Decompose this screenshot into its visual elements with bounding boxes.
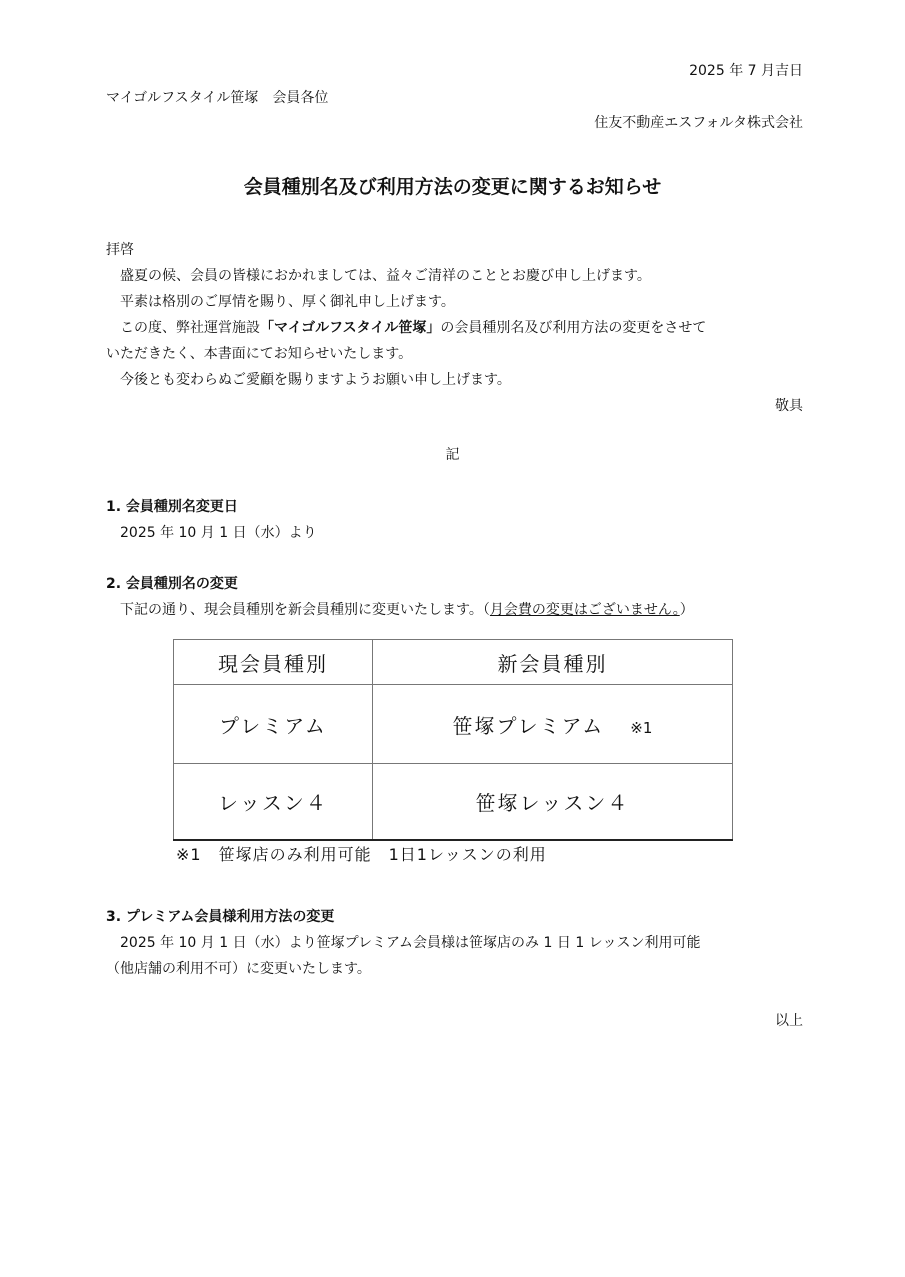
document-date: 2025 年 7 月吉日: [689, 63, 803, 79]
section-1-heading: 1. 会員種別名変更日: [106, 499, 238, 515]
section-2-text: 下記の通り、現会員種別を新会員種別に変更いたします。: [106, 602, 483, 618]
paragraph-3-cont: いただきたく、本書面にてお知らせいたします。: [106, 346, 413, 362]
header-new-type: 新会員種別: [372, 640, 732, 685]
table-footnote: ※1 笹塚店のみ利用可能 1日1レッスンの利用: [176, 845, 547, 864]
header-current-type: 現会員種別: [174, 640, 373, 685]
paragraph-3-end: の会員種別名及び利用方法の変更をさせて: [440, 320, 707, 336]
closing-ijo: 以上: [775, 1013, 803, 1029]
new-type-name: 笹塚プレミアム: [452, 713, 605, 738]
ki-marker: 記: [445, 447, 460, 463]
note-mark: ※1: [630, 718, 653, 737]
table-row: [174, 764, 733, 841]
table-header-row: [174, 640, 733, 685]
sender-company: 住友不動産エスフォルタ株式会社: [594, 115, 803, 131]
current-type-cell: プレミアム: [174, 685, 373, 764]
table-row: [174, 685, 733, 764]
recipient: マイゴルフスタイル笹塚 会員各位: [106, 90, 329, 106]
section-2-heading: 2. 会員種別名の変更: [106, 576, 238, 592]
facility-name: 「マイゴルフスタイル笹塚」: [260, 320, 441, 336]
paragraph-1: 盛夏の候、会員の皆様におかれましては、益々ご清祥のこととお慶び申し上げます。: [106, 268, 651, 284]
membership-table: [173, 639, 733, 841]
paragraph-4: 今後とも変わらぬご愛顧を賜りますようお願い申し上げます。: [106, 372, 511, 388]
new-type-cell: 笹塚レッスン４: [372, 764, 732, 841]
section-3-body-line-2: （他店舗の利用不可）に変更いたします。: [106, 961, 371, 977]
fee-note-underlined: 月会費の変更はございません。: [489, 602, 680, 618]
section-2-body: [106, 600, 694, 620]
greeting-opening: 拝啓: [106, 242, 134, 258]
new-type-cell: [372, 685, 732, 764]
paren-open: （: [482, 602, 490, 618]
paragraph-3-start: この度、弊社運営施設: [106, 320, 260, 336]
section-3-heading: 3. プレミアム会員様利用方法の変更: [106, 909, 335, 925]
section-3-body-line-1: 2025 年 10 月 1 日（水）より笹塚プレミアム会員様は笹塚店のみ 1 日 1 レッスン利用可能: [106, 935, 701, 951]
paragraph-2: 平素は格別のご厚情を賜り、厚く御礼申し上げます。: [106, 294, 455, 310]
paragraph-3: [106, 318, 706, 338]
current-type-cell: レッスン４: [174, 764, 373, 841]
paren-close: ）: [679, 602, 694, 618]
section-1-body: 2025 年 10 月 1 日（水）より: [106, 525, 317, 541]
greeting-closing: 敬具: [775, 398, 803, 414]
document-title: 会員種別名及び利用方法の変更に関するお知らせ: [243, 176, 662, 198]
